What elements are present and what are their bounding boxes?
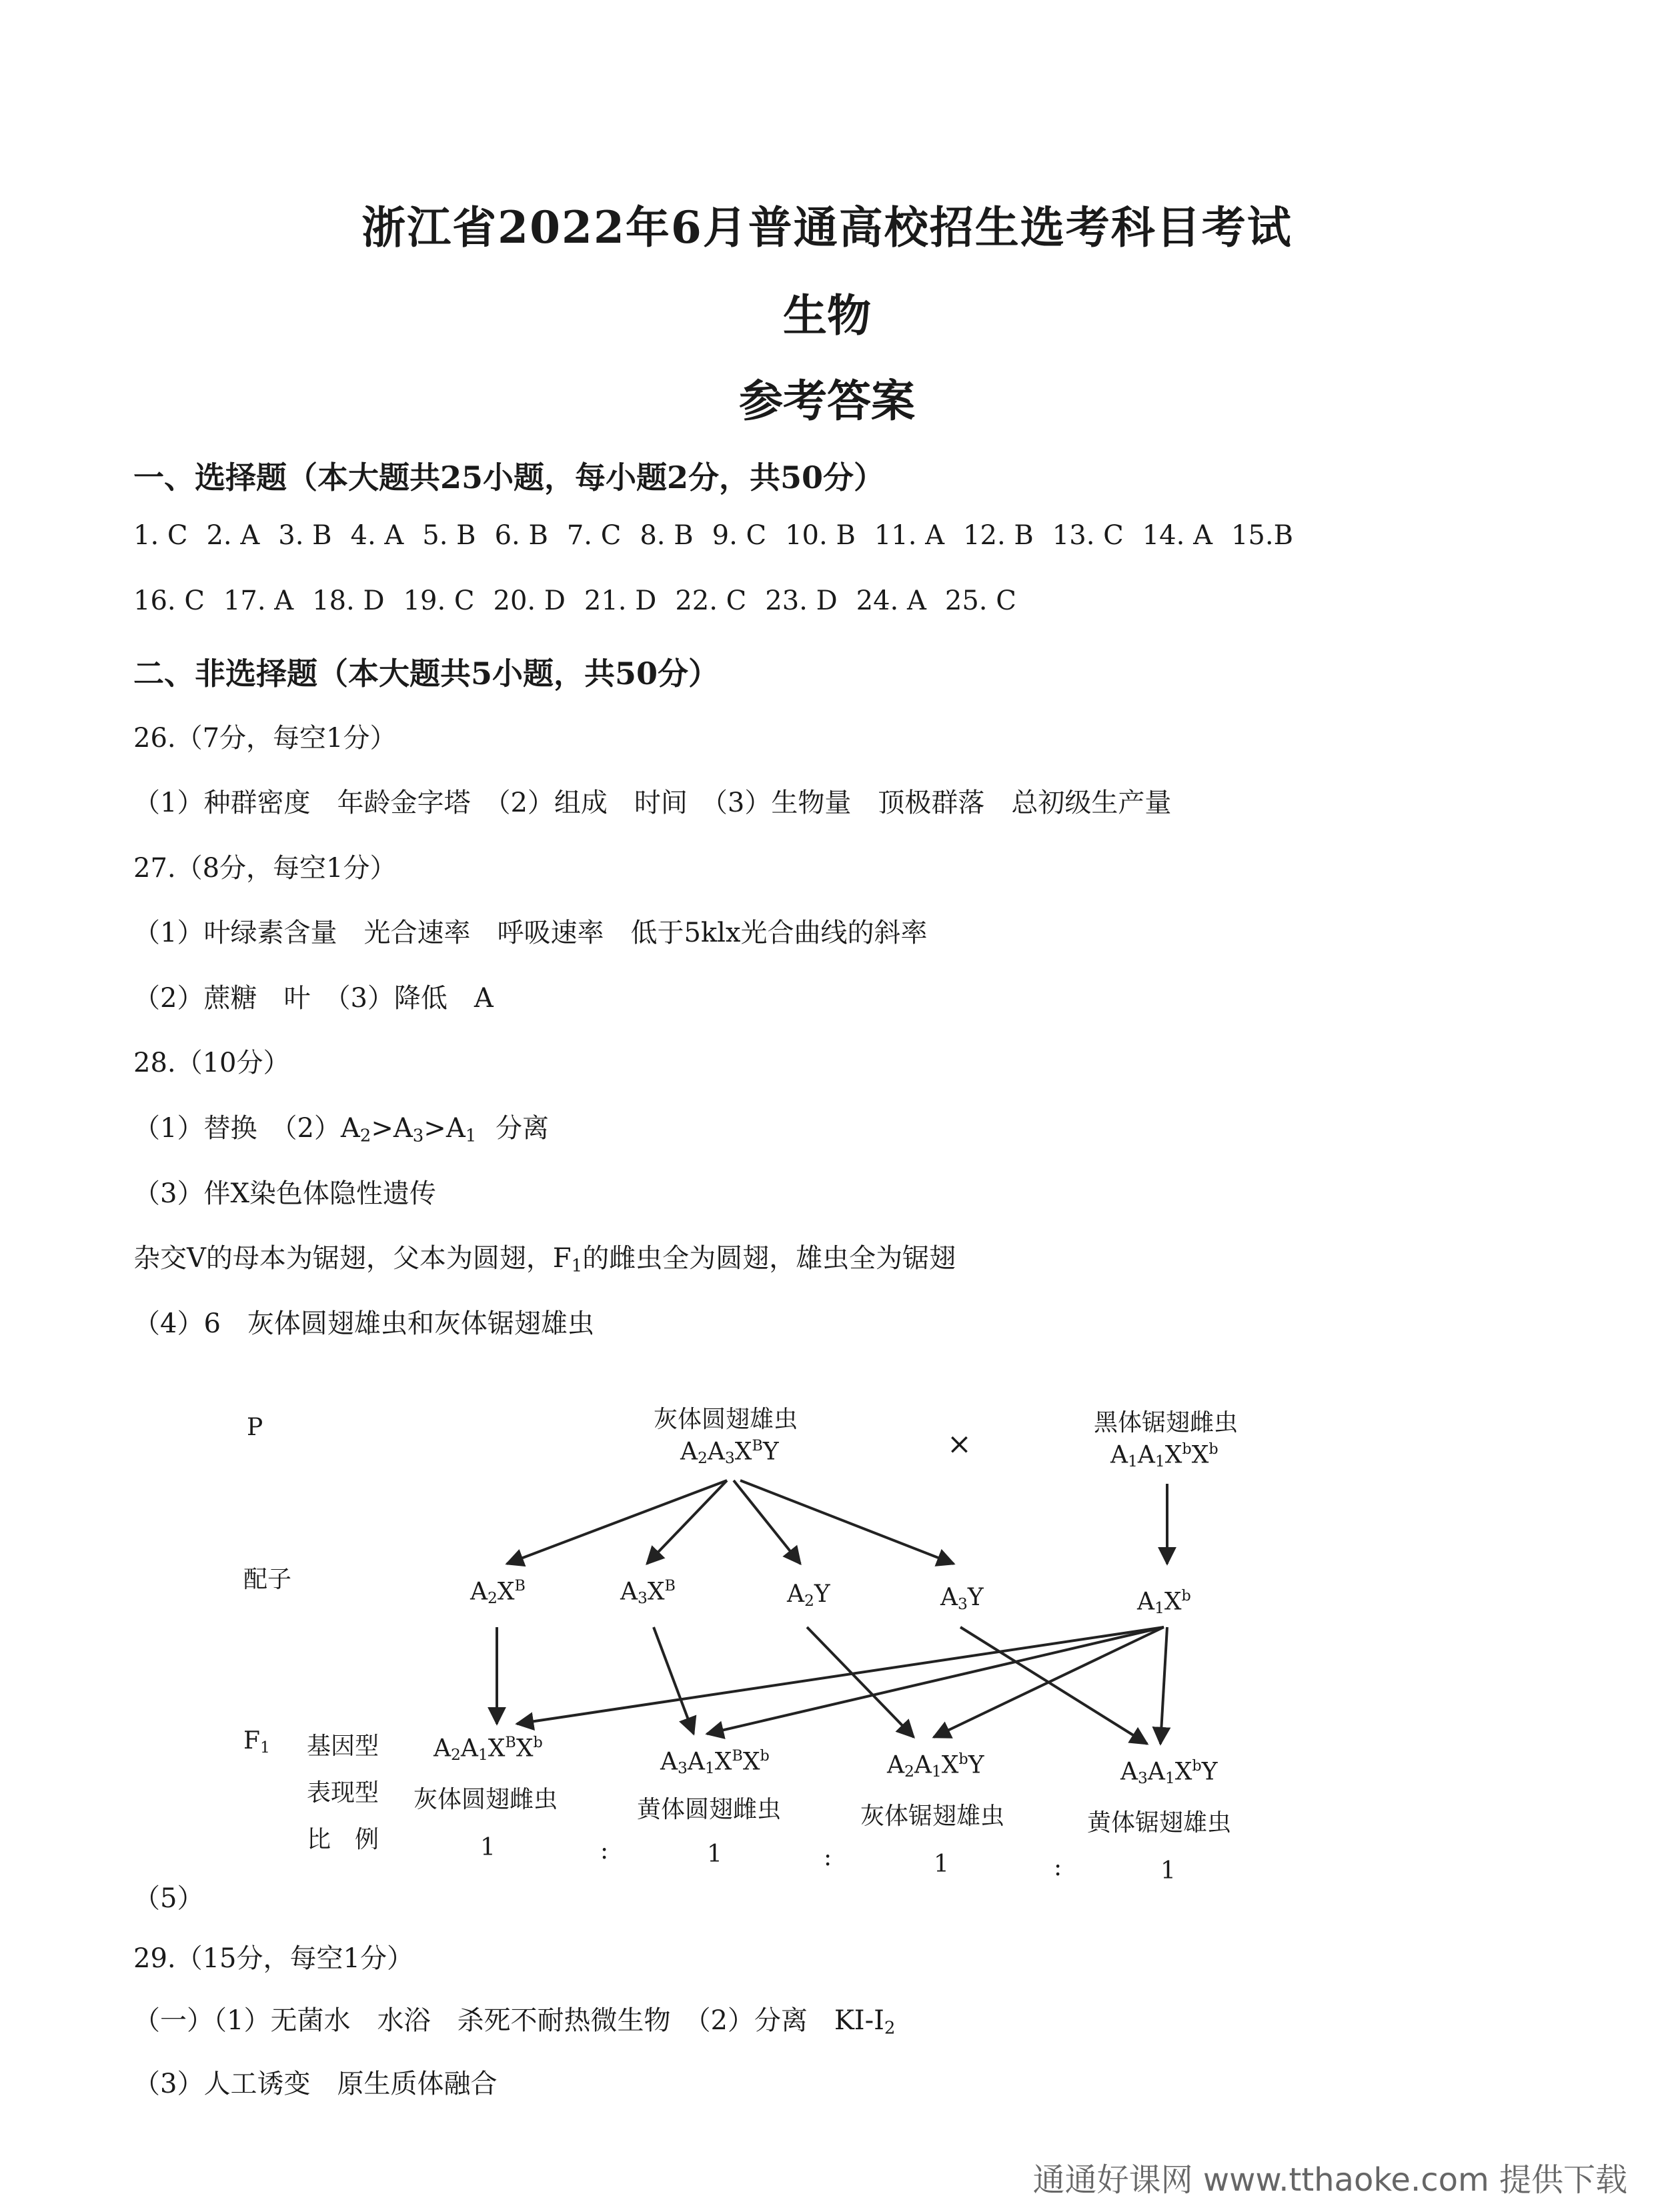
arrow (647, 1480, 727, 1564)
ratio-colon: : (824, 1844, 832, 1871)
arrow (1160, 1627, 1167, 1744)
choice-answer: 12. B (963, 520, 1034, 551)
q27-answer-2: （2）蔗糖 叶 （3）降低 A (133, 983, 494, 1014)
doc-type-title: 参考答案 (739, 375, 915, 427)
choice-answer: 18. D (312, 586, 385, 616)
arrow (707, 1627, 1164, 1734)
section2-heading: 二、非选择题（本大题共5小题，共50分） (133, 656, 720, 692)
q28-answer-1-suffix: 分离 (495, 1113, 549, 1144)
mother-phenotype: 黑体锯翅雌虫 (1094, 1409, 1238, 1436)
gamete-3: $A_2Y$ (787, 1580, 830, 1610)
choice-answer: 17. A (223, 586, 294, 616)
choice-answer: 14. A (1142, 520, 1212, 551)
choice-answer: 3. B (278, 520, 332, 551)
q27-heading: 27.（8分，每空1分） (133, 853, 397, 884)
gamete-5: $A_1X^b$ (1137, 1587, 1191, 1618)
sub: 1 (465, 1126, 477, 1146)
footer-watermark: 通通好课网 www.tthaoke.com 提供下载 (1032, 2161, 1627, 2199)
q28-answer-4: （4）6 灰体圆翅雄虫和灰体锯翅雄虫 (133, 1308, 594, 1339)
cross-symbol: × (947, 1427, 972, 1461)
choice-answer: 13. C (1052, 520, 1124, 551)
choice-answer: 23. D (765, 586, 838, 616)
arrow (654, 1627, 694, 1734)
q29-answer-1 (133, 1999, 895, 2039)
choice-answer: 16. C (133, 586, 205, 616)
f1-genotype-4: $A_3A_1X^bY$ (1120, 1757, 1218, 1788)
gt: > (424, 1113, 446, 1144)
sub: 2 (359, 1126, 371, 1146)
f1-label: $F_1$ (243, 1727, 270, 1757)
f1-phenotype-1: 灰体圆翅雌虫 (414, 1786, 558, 1813)
choice-answer: 22. C (675, 586, 747, 616)
page-title: 浙江省2022年6月普通高校招生选考科目考试 (361, 201, 1293, 253)
choice-answer: 11. A (874, 520, 945, 551)
q28-answer-3 (133, 1237, 956, 1276)
arrow (734, 1480, 800, 1564)
ratio-label: 比 例 (307, 1826, 379, 1853)
ratio-colon: : (600, 1837, 609, 1865)
f1-genotype-3: $A_2A_1X^bY$ (887, 1751, 984, 1781)
choice-answer: 25. C (944, 586, 1016, 616)
father-phenotype: 灰体圆翅雄虫 (654, 1406, 798, 1433)
ratio-1: 1 (480, 1834, 496, 1861)
subject-title: 生物 (783, 289, 871, 341)
f1-genotype-2: $A_3A_1X^BX^b$ (660, 1747, 770, 1778)
arrow (517, 1627, 1164, 1724)
choice-answer: 2. A (206, 520, 260, 551)
gene-a: A (340, 1113, 360, 1144)
q28-answer-1-prefix: （1）替换 （2） (133, 1113, 341, 1144)
arrow (807, 1627, 914, 1737)
arrow (507, 1480, 727, 1564)
choice-answer: 5. B (422, 520, 476, 551)
father-genotype: $A_2A_3X^BY$ (680, 1437, 779, 1468)
choice-answer: 21. D (584, 586, 657, 616)
q28-heading: 28.（10分） (133, 1048, 290, 1078)
choice-answer: 24. A (856, 586, 926, 616)
f1-phenotype-3: 灰体锯翅雄虫 (860, 1803, 1005, 1830)
gamete-1: $A_2X^B$ (470, 1577, 526, 1608)
q29-answer-2: （3）人工诱变 原生质体融合 (133, 2069, 498, 2099)
choice-answer: 8. B (640, 520, 694, 551)
choice-answer: 15.B (1230, 520, 1293, 551)
answers-row-2 (133, 586, 1035, 616)
choice-answer: 6. B (494, 520, 548, 551)
mother-genotype: $A_1A_1X^bX^b$ (1110, 1440, 1218, 1471)
phenotype-label: 表现型 (307, 1779, 379, 1807)
choice-answer: 10. B (785, 520, 856, 551)
p-label: P (247, 1414, 263, 1441)
sub: 1 (571, 1256, 583, 1276)
gamete-label: 配子 (243, 1566, 292, 1593)
answers-row-1 (133, 520, 1312, 551)
f1-phenotype-2: 黄体圆翅雌虫 (637, 1796, 782, 1823)
q26-heading: 26.（7分，每空1分） (133, 723, 397, 754)
choice-answer: 4. A (350, 520, 404, 551)
choice-answer: 19. C (403, 586, 475, 616)
choice-answer: 9. C (712, 520, 767, 551)
gamete-4: $A_3Y$ (940, 1584, 984, 1613)
q28-answer-5: （5） (133, 1883, 204, 1914)
gene-a: A (393, 1113, 413, 1144)
ratio-colon: : (1054, 1854, 1062, 1881)
genotype-label: 基因型 (307, 1733, 379, 1760)
sub: 3 (412, 1126, 424, 1146)
q28-answer-2: （3）伴X染色体隐性遗传 (133, 1178, 436, 1209)
choice-answer: 20. D (493, 586, 566, 616)
gt: > (371, 1113, 393, 1144)
q28-answer-3-pre: 杂交Ⅴ的母本为锯翅，父本为圆翅，F (133, 1243, 572, 1274)
q27-answer-1: （1）叶绿素含量 光合速率 呼吸速率 低于5klx光合曲线的斜率 (133, 918, 928, 948)
f1-genotype-1: $A_2A_1X^BX^b$ (434, 1734, 543, 1765)
ratio-3: 1 (934, 1851, 949, 1878)
genetic-cross-diagram (213, 1347, 1281, 1901)
choice-answer: 7. C (566, 520, 622, 551)
section1-heading: 一、选择题（本大题共25小题，每小题2分，共50分） (133, 459, 885, 495)
q28-answer-3-post: 的雌虫全为圆翅，雄虫全为锯翅 (582, 1243, 956, 1274)
q29-heading: 29.（15分，每空1分） (133, 1943, 414, 1974)
gamete-2: $A_3X^B$ (620, 1577, 676, 1608)
f1-phenotype-4: 黄体锯翅雄虫 (1087, 1809, 1232, 1837)
ratio-4: 1 (1160, 1857, 1176, 1885)
ratio-2: 1 (707, 1841, 722, 1868)
choice-answer: 1. C (133, 520, 188, 551)
arrow (740, 1480, 954, 1564)
gene-a: A (446, 1113, 466, 1144)
sub: 2 (884, 2018, 896, 2039)
q29-answer-1-pre: （一）（1）无菌水 水浴 杀死不耐热微生物 （2）分离 KI-I (133, 2005, 884, 2036)
q28-answer-1 (133, 1107, 549, 1146)
q26-answer: （1）种群密度 年龄金字塔 （2）组成 时间 （3）生物量 顶极群落 总初级生产量 (133, 788, 1172, 818)
